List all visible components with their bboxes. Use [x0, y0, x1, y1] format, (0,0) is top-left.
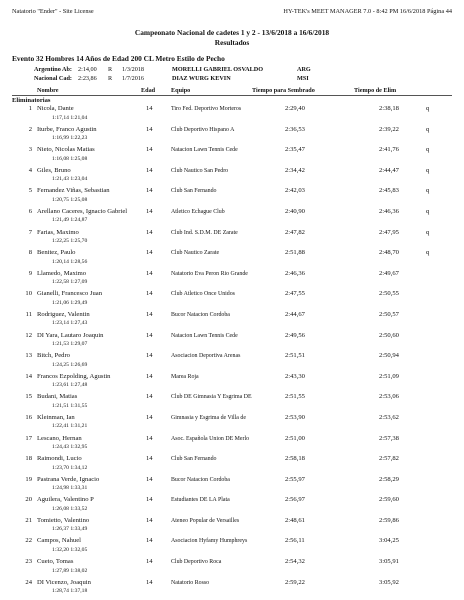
seed-time: 2:51,88	[285, 249, 305, 257]
club-name: Marea Roja	[171, 373, 199, 380]
swimmer-age: 14	[146, 105, 153, 112]
record-flag: R	[108, 75, 113, 82]
seed-time: 2:48,61	[285, 516, 305, 524]
final-time: 2:51,09	[379, 372, 399, 380]
qualifier-mark: q	[426, 207, 430, 215]
swimmer-age: 14	[146, 372, 153, 380]
seed-time: 2:51,00	[285, 434, 305, 442]
swimmer-age: 14	[146, 310, 153, 318]
result-row	[12, 435, 452, 456]
final-time: 3:04,25	[379, 537, 399, 545]
swimmer-name: Cueto, Tomas	[37, 558, 74, 566]
final-time: 2:48,70	[379, 249, 399, 257]
record-holder: MORELLI GABRIEL OSVALDO	[172, 66, 264, 73]
seed-time: 2:36,53	[285, 125, 305, 133]
place-number: 2	[28, 125, 32, 133]
swimmer-name: Giles, Bruno	[37, 166, 71, 174]
final-time: 3:05,92	[379, 578, 399, 586]
seed-time: 2:47,82	[285, 228, 305, 236]
final-time: 2:44,47	[379, 166, 399, 174]
seed-time: 2:35,47	[285, 146, 305, 154]
club-name: Club Ind. S.D.M. DE Zarate	[171, 229, 238, 236]
meet-title: Campeonato Nacional de cadetes 1 y 2 - 13/6/2018 a 16/6/2018	[134, 28, 330, 37]
record-label: Argentino Ab:	[34, 66, 72, 73]
seed-time: 2:34,42	[285, 166, 305, 174]
swimmer-age: 14	[146, 125, 153, 133]
split-times: 1:21,49 1:24,87	[52, 217, 88, 224]
club-name: Club Deportivo Roca	[171, 559, 222, 566]
result-row	[12, 537, 452, 558]
place-number: 17	[25, 434, 32, 442]
swimmer-age: 14	[146, 516, 153, 524]
swimmer-name: Rodriguez, Valentin	[37, 310, 90, 318]
record-time: 2:23,86	[78, 75, 97, 82]
split-times: 1:21,53 1:29,07	[52, 341, 88, 348]
record-flag: R	[108, 66, 113, 73]
record-date: 1/3/2018	[122, 66, 145, 73]
seed-time: 2:49,56	[285, 331, 305, 339]
split-times: 1:23,14 1:27,43	[52, 320, 88, 327]
swimmer-name: Llamedo, Maximo	[37, 269, 87, 277]
swimmer-age: 14	[146, 187, 153, 195]
final-time: 2:53,06	[379, 393, 399, 401]
place-number: 19	[25, 475, 32, 483]
results-title: Resultados	[214, 38, 250, 47]
split-times: 1:21,51 1:31,55	[52, 402, 88, 409]
club-name: Club Nautico San Pedro	[171, 167, 229, 174]
swimmer-age: 14	[146, 146, 153, 154]
event-title: Evento 32 Hombres 14 Años de Edad 200 CL Metro Estilo de Pecho	[12, 54, 225, 63]
place-number: 10	[25, 290, 32, 298]
place-number: 7	[28, 228, 32, 236]
record-holder: DIAZ WURG KEVIN	[172, 75, 231, 82]
result-row	[12, 579, 452, 600]
result-row	[12, 167, 452, 188]
split-times: 1:23,70 1:34,12	[52, 464, 88, 471]
swimmer-age: 14	[146, 269, 153, 277]
swimmer-name: Nicola, Dante	[37, 105, 74, 112]
record-date: 1/7/2016	[122, 75, 145, 82]
split-times: 1:20,14 1:28,56	[52, 258, 88, 265]
swimmer-name: Campos, Nahuel	[37, 537, 81, 545]
result-row	[12, 517, 452, 538]
column-header	[12, 87, 452, 96]
club-name: Club Atletico Once Unidos	[171, 291, 235, 298]
result-row	[12, 373, 452, 394]
split-times: 1:21,06 1:29,49	[52, 299, 88, 306]
split-times: 1:28,74 1:37,18	[52, 588, 88, 595]
club-name: Natacion Lawn Tennis Cede	[171, 147, 238, 154]
swimmer-age: 14	[146, 331, 153, 339]
split-times: 1:17,14 1:21,04	[52, 114, 88, 121]
result-row	[12, 311, 452, 332]
final-time: 2:47,95	[379, 228, 399, 236]
seed-time: 2:56,97	[285, 496, 305, 504]
swimmer-age: 14	[146, 578, 153, 586]
final-time: 2:50,94	[379, 352, 399, 360]
result-row	[12, 208, 452, 229]
place-number: 14	[25, 372, 32, 380]
license-header: Natatorio "Ender" - Site License	[12, 8, 94, 15]
place-number: 3	[28, 146, 32, 154]
final-time: 2:50,60	[379, 331, 399, 339]
swimmer-name: Nieto, Nicolas Matias	[37, 146, 95, 154]
split-times: 1:22,41 1:31,21	[52, 423, 88, 430]
qualifier-mark: q	[426, 228, 430, 236]
split-times: 1:27,89 1:38,02	[52, 567, 88, 574]
club-name: Atletico Echague Club	[171, 208, 225, 215]
seed-time: 2:55,97	[285, 475, 305, 483]
place-number: 9	[28, 269, 32, 277]
place-number: 5	[28, 187, 32, 195]
col-final: Tiempo de Elim	[354, 87, 397, 94]
result-row	[12, 105, 452, 126]
result-row	[12, 393, 452, 414]
swimmer-name: Bitch, Pedro	[37, 352, 70, 360]
split-times: 1:24,43 1:32,95	[52, 444, 88, 450]
split-times: 1:21,43 1:23,04	[52, 176, 88, 183]
place-number: 13	[25, 352, 32, 360]
swimmer-name: Iturbe, Franco Agustin	[37, 125, 97, 133]
swimmer-name: Raimondi, Lucio	[37, 455, 82, 463]
final-time: 2:58,29	[379, 475, 399, 483]
club-name: Club Deportivo Hispano A	[171, 126, 235, 133]
col-age: Edad	[141, 87, 156, 94]
seed-time: 2:51,51	[285, 352, 305, 360]
club-name: Bucor Natacion Cordoba	[171, 476, 230, 483]
seed-time: 2:40,90	[285, 207, 305, 215]
seed-time: 2:46,36	[285, 269, 305, 277]
club-name: Asociacion Hyfamy Humphreys	[171, 538, 248, 545]
place-number: 20	[25, 496, 32, 504]
seed-time: 2:58,18	[285, 455, 305, 463]
place-number: 6	[28, 207, 32, 215]
club-name: Club San Fernando	[171, 456, 217, 463]
final-time: 2:59,86	[379, 516, 399, 524]
result-row	[12, 187, 452, 208]
swimmer-name: Farias, Maximo	[37, 228, 79, 236]
split-times: 1:26,08 1:33,52	[52, 505, 88, 512]
swimmer-name: Kleinman, Ian	[37, 413, 75, 421]
result-row	[12, 455, 452, 476]
qualifier-mark: q	[426, 105, 430, 112]
split-times: 1:22,25 1:25,70	[52, 238, 88, 245]
col-club: Equipo	[171, 87, 191, 94]
result-row	[12, 249, 452, 270]
col-seed: Tiempo para Sembrado	[252, 87, 315, 94]
seed-time: 2:42,03	[285, 187, 305, 195]
round-label: Eliminatorias	[12, 97, 51, 104]
final-time: 2:50,57	[379, 310, 399, 318]
final-time: 2:38,18	[379, 105, 399, 112]
final-time: 2:59,60	[379, 496, 399, 504]
club-name: Estudiantes DE LA Plata	[171, 497, 230, 504]
seed-time: 2:43,30	[285, 372, 305, 380]
split-times: 1:32,20 1:32,05	[52, 546, 88, 553]
swimmer-age: 14	[146, 228, 153, 236]
place-number: 18	[25, 455, 32, 463]
qualifier-mark: q	[426, 146, 430, 154]
result-row	[12, 229, 452, 250]
club-name: Club DE Gimnasia Y Esgrima DE	[171, 394, 252, 401]
final-time: 2:41,76	[379, 146, 399, 154]
seed-time: 2:47,55	[285, 290, 305, 298]
swimmer-age: 14	[146, 434, 153, 442]
place-number: 22	[25, 537, 32, 545]
result-row	[12, 290, 452, 311]
seed-time: 2:59,22	[285, 578, 305, 586]
swimmer-name: Arellano Caceres, Ignacio Gabriel	[37, 207, 128, 215]
final-time: 2:53,62	[379, 413, 399, 421]
final-time: 2:49,67	[379, 269, 399, 277]
swimmer-age: 14	[146, 496, 153, 504]
swimmer-name: DI Vicenzo, Joaquin	[37, 578, 91, 586]
final-time: 2:39,22	[379, 125, 399, 133]
place-number: 24	[25, 578, 32, 586]
result-row	[12, 414, 452, 435]
seed-time: 2:53,90	[285, 413, 305, 421]
final-time: 2:45,83	[379, 187, 399, 195]
swimmer-name: Fernandez Viñas, Sebastian	[37, 187, 110, 195]
split-times: 1:16,99 1:22,23	[52, 135, 88, 142]
swimmer-age: 14	[146, 393, 153, 401]
record-team: MSI	[297, 75, 309, 82]
swimmer-age: 14	[146, 207, 153, 215]
swimmer-age: 14	[146, 475, 153, 483]
record-label: Nacional Cad:	[34, 75, 72, 82]
result-row	[12, 352, 452, 373]
swimmer-name: Aguilera, Valentino P	[37, 496, 94, 504]
swimmer-name: Gianelli, Francesco Juan	[37, 290, 103, 298]
swimmer-age: 14	[146, 455, 153, 463]
result-row	[12, 332, 452, 353]
seed-time: 2:29,40	[285, 105, 305, 112]
seed-time: 2:51,55	[285, 393, 305, 401]
swimmer-name: Budani, Matias	[37, 393, 78, 401]
swimmer-name: DI Yara, Lautaro Joaquin	[37, 331, 104, 339]
swimmer-name: Pastrana Verde, Ignacio	[37, 475, 100, 483]
qualifier-mark: q	[426, 249, 430, 257]
place-number: 1	[28, 105, 32, 112]
seed-time: 2:56,11	[285, 537, 305, 545]
swimmer-age: 14	[146, 413, 153, 421]
place-number: 12	[25, 331, 32, 339]
software-header: HY-TEK's MEET MANAGER 7.0 - 8:42 PM 16/6/2018 Página 44	[283, 8, 452, 15]
swimmer-age: 14	[146, 558, 153, 566]
result-row	[12, 476, 452, 497]
place-number: 4	[28, 166, 32, 174]
swimmer-age: 14	[146, 537, 153, 545]
place-number: 8	[28, 249, 32, 257]
seed-time: 2:54,32	[285, 558, 305, 566]
record-time: 2:14,00	[78, 66, 97, 73]
result-row	[12, 496, 452, 517]
place-number: 23	[25, 558, 32, 566]
swimmer-age: 14	[146, 290, 153, 298]
swimmer-name: Benitez, Paulo	[37, 249, 76, 257]
club-name: Club San Fernando	[171, 188, 217, 195]
club-name: Asoc. Española Union DE Merlo	[171, 435, 250, 442]
seed-time: 2:44,67	[285, 310, 305, 318]
result-row	[12, 126, 452, 147]
club-name: Gimnasia y Esgrima de Villa de	[171, 414, 246, 421]
split-times: 1:26,37 1:33,49	[52, 526, 88, 533]
final-time: 2:50,55	[379, 290, 399, 298]
club-name: Asociacion Deportiva Arenas	[171, 353, 241, 360]
qualifier-mark: q	[426, 187, 430, 195]
club-name: Tiro Fed. Deportivo Morteros	[171, 106, 242, 112]
qualifier-mark: q	[426, 166, 430, 174]
split-times: 1:24,98 1:33,31	[52, 485, 88, 492]
col-name: Nombre	[37, 87, 59, 94]
swimmer-name: Lescano, Hernan	[37, 434, 82, 442]
club-name: Ateneo Popular de Versailles	[171, 517, 240, 524]
place-number: 11	[25, 310, 32, 318]
club-name: Bucor Natacion Cordoba	[171, 311, 230, 318]
club-name: Natatorio Eva Peron Rio Grande	[171, 270, 248, 277]
club-name: Natatorio Rosso	[171, 579, 210, 586]
result-row	[12, 270, 452, 291]
split-times: 1:20,75 1:25,08	[52, 196, 88, 203]
place-number: 21	[25, 516, 32, 524]
final-time: 2:57,82	[379, 455, 399, 463]
results-list	[12, 105, 452, 599]
swimmer-name: Tomietto, Valentino	[37, 516, 90, 524]
result-row	[12, 146, 452, 167]
split-times: 1:23,61 1:27,48	[52, 382, 88, 389]
record-team: ARG	[297, 66, 311, 73]
club-name: Natacion Lawn Tennis Cede	[171, 332, 238, 339]
split-times: 1:24,25 1:26,69	[52, 361, 88, 368]
place-number: 15	[25, 393, 32, 401]
qualifier-mark: q	[426, 125, 430, 133]
result-row	[12, 558, 452, 579]
club-name: Club Nautico Zarate	[171, 250, 220, 257]
swimmer-name: Francos Ezpolding, Agustin	[37, 372, 111, 380]
swimmer-age: 14	[146, 166, 153, 174]
split-times: 1:22,58 1:27,09	[52, 279, 88, 286]
swimmer-age: 14	[146, 249, 153, 257]
split-times: 1:16,08 1:25,08	[52, 155, 88, 162]
final-time: 3:05,91	[379, 558, 399, 566]
final-time: 2:57,38	[379, 434, 399, 442]
swimmer-age: 14	[146, 352, 153, 360]
final-time: 2:46,36	[379, 207, 399, 215]
place-number: 16	[25, 413, 32, 421]
